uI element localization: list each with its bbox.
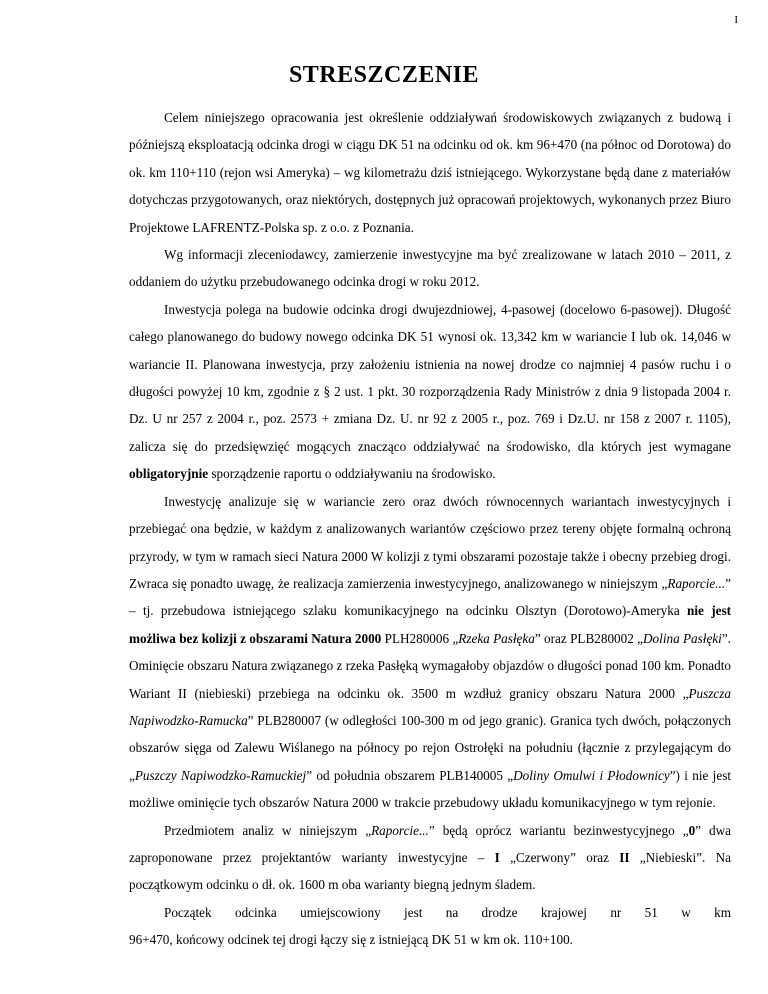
- paragraph-schedule: Wg informacji zleceniodawcy, zamierzenie inwestycyjne ma być zrealizowane w latach 2010 – 2011, z oddaniem do użytku przebudowanego odcinka drogi w roku 2012.: [129, 247, 731, 290]
- text-run: ” będą oprócz wariantu bezinwestycyjnego „: [428, 822, 689, 838]
- paragraph-natura-2000: [129, 488, 731, 817]
- italic-raport: Raporcie...: [667, 575, 726, 591]
- text-run: Inwestycję analizuje się w wariancie zero oraz dwóch równocennych wariantach inwestycyjnych i przebiegać ona będzie, w każdym z analizowanych wariantów częściowo przez tereny objęte formalną ochroną przyrody, w tym w ramach sieci Natura 2000 W kolizji z tymi obszarami pozostaje także i obecny przebieg drogi. Zwraca się ponadto uwagę, że realizacja zamierzenia inwestycyjnego, analizowanego w niniejszym „: [129, 493, 731, 591]
- text-run: ” PLB280007 (w odległości 100-300 m od jego granic). Granica tych dwóch, połączonych obszarów sięga od Zalewu Wiślanego na północy po rejon Ostrołęki na południu (łącznie z przylegającym do „: [129, 712, 731, 783]
- italic-puszczy: Puszczy Napiwodzko-Ramuckiej: [134, 767, 307, 783]
- emphasis-obligatory: obligatoryjnie: [129, 466, 209, 482]
- italic-dolina-pasleki: Dolina Pasłęki: [643, 630, 722, 646]
- text-run: Przedmiotem analiz w niniejszym „: [164, 822, 372, 838]
- document-body: [129, 104, 731, 954]
- italic-puszcza: Puszcza Napiwodzko-Ramucka: [129, 685, 731, 728]
- text-run: ” dwa zaproponowane przez projektantów warianty inwestycyjne –: [129, 822, 732, 865]
- text-run: sporządzenie raportu o oddziaływaniu na środowisko.: [208, 466, 496, 482]
- text-run: ”. Ominięcie obszaru Natura związanego z rzeka Pasłęką wymagałoby objazdów o długości ponad 100 km. Ponadto Wariant II (niebieski) przebiega na odcinku ok. 3500 m wzdłuż granicy obszaru Natura 2000 „: [129, 630, 731, 701]
- italic-rzeka-pasleka: Rzeka Pasłęka: [458, 630, 535, 646]
- page-number: I: [734, 14, 738, 26]
- variant-zero: 0: [688, 822, 696, 838]
- text-run: „Niebieski”. Na początkowym odcinku o dł. ok. 1600 m oba warianty biegną jednym śladem.: [129, 849, 731, 893]
- paragraph-start-line: Początek odcinka umiejscowiony jest na drodze krajowej nr 51 w km: [164, 904, 731, 920]
- text-run: „Czerwony” oraz: [499, 849, 620, 865]
- paragraph-variants: [129, 817, 731, 899]
- variant-one: I: [494, 849, 500, 865]
- text-run: ” od południa obszarem PLB140005 „: [306, 767, 514, 783]
- text-run: PLH280006 „: [381, 630, 459, 646]
- italic-doliny-omulwi: Doliny Omulwi i Płodownicy: [513, 767, 670, 783]
- variant-two: II: [619, 849, 630, 865]
- paragraph-purpose: Celem niniejszego opracowania jest określenie oddziaływań środowiskowych związanych z budową i późniejszą eksploatacją odcinka drogi w ciągu DK 51 na odcinku od ok. km 96+470 (na północ od Dorotowa) do ok. km 110+110 (rejon wsi Ameryka) – wg kilometrażu dziś istniejącego. Wykorzystane będą dane z materiałów dotychczas przygotowanych, oraz niektórych, dostępnych już opracowań projektowych, wykonanych przez Biuro Projektowe LAFRENTZ-Polska sp. z o.o. z Poznania.: [129, 110, 731, 235]
- paragraph-end-line: 96+470, końcowy odcinek tej drogi łączy się z istniejącą DK 51 w km ok. 110+100.: [129, 932, 573, 948]
- text-run: ” – tj. przebudowa istniejącego szlaku komunikacyjnego na odcinku Olsztyn (Dorotowo)-Ameryka: [129, 575, 731, 619]
- italic-raport: Raporcie...: [371, 822, 429, 838]
- text-run: Inwestycja polega na budowie odcinka drogi dwujezdniowej, 4-pasowej (docelowo 6-pasowej). Długość całego planowanego do budowy nowego odcinka DK 51 wynosi ok. 13,342 km w wariancie I lub ok. 14,046 w wariancie II. Planowana inwestycja, przy założeniu istnienia na nowej drodze co najmniej 4 pasów ruchu i o długości powyżej 10 km, zgodnie z § 2 ust. 1 pkt. 30 rozporządzenia Rady Ministrów z dnia 9 listopada 2004 r. Dz. U nr 257 z 2004 r., poz. 2573 + zmiana Dz. U. nr 92 z 2005 r., poz. 769 i Dz.U. nr 158 z 2007 r. 1105), zalicza się do przedsięwzięć mogących znacząco oddziaływać na środowisko, dla których jest wymagane: [129, 301, 731, 454]
- text-run: ” oraz PLB280002 „: [534, 630, 644, 646]
- document-title: STRESZCZENIE: [288, 62, 480, 88]
- paragraph-investment: [129, 296, 731, 488]
- emphasis-collision: nie jest możliwa bez kolizji z obszarami Natura 2000: [129, 603, 732, 646]
- text-run: ”) i nie jest możliwe ominięcie tych obszarów Natura 2000 w trakcie przebudowy układu komunikacyjnego w tym rejonie.: [129, 767, 731, 811]
